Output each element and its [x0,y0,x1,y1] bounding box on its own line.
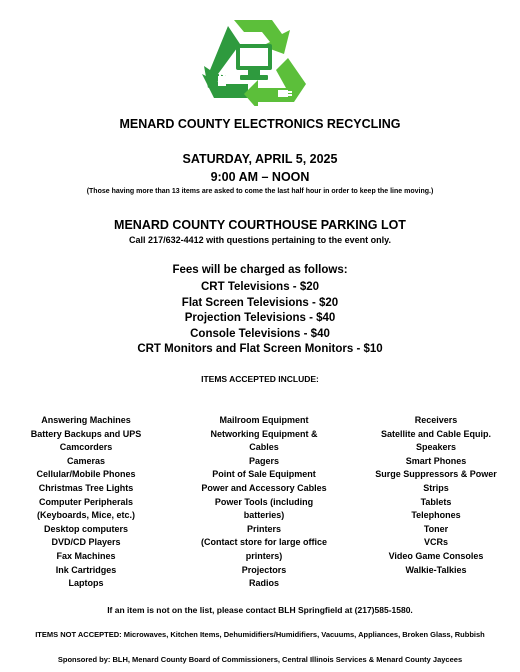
fee-item: Projection Televisions - $40 [184,312,336,324]
list-item: Desktop computers [43,523,129,534]
items-column-1 [0,414,172,591]
list-item: Toner [423,523,449,534]
fee-item: Flat Screen Televisions - $20 [181,296,339,309]
list-item: Fax Machines [56,550,116,561]
fees-heading: Fees will be charged as follows: [172,264,348,276]
items-column-2 [178,414,350,591]
list-item: DVD/CD Players [51,537,121,548]
recycling-logo-icon [198,14,310,106]
items-column-3 [350,414,520,577]
event-time: 9:00 AM – NOON [210,170,310,184]
list-item: Pagers [248,455,280,466]
event-location: MENARD COUNTY COURTHOUSE PARKING LOT [114,218,406,232]
list-item: Power Tools (including [214,496,314,507]
list-item: Cameras [66,455,106,466]
list-item: Video Game Consoles [388,550,484,561]
list-item: Computer Peripherals [38,496,134,507]
event-note: (Those having more than 13 items are asked to come the last half hour in order to keep the line moving.) [86,188,434,195]
list-item: Radios [248,578,279,589]
list-item: Tablets [420,496,452,507]
items-accepted-heading: ITEMS ACCEPTED INCLUDE: [201,374,319,384]
items-not-accepted: ITEMS NOT ACCEPTED: Microwaves, Kitchen Items, Dehumidifiers/Humidifiers, Vacuums, Appliances, Broken Glass, Rubbish [35,630,485,639]
list-item: Point of Sale Equipment [212,469,316,480]
list-item: (Keyboards, Mice, etc.) [36,510,136,521]
list-item: Power and Accessory Cables [201,482,327,493]
list-item: Networking Equipment & [210,428,318,439]
list-item: Christmas Tree Lights [38,482,134,493]
list-item: Ink Cartridges [55,564,117,575]
list-item: Smart Phones [405,455,467,466]
list-item: printers) [245,550,283,561]
contact-if-not-listed: If an item is not on the list, please contact BLH Springfield at (217)585-1580. [107,605,413,615]
fee-item: CRT Televisions - $20 [200,281,320,293]
list-item: Cellular/Mobile Phones [36,469,136,480]
list-item: Projectors [241,564,287,575]
list-item: Receivers [414,415,458,425]
event-title: MENARD COUNTY ELECTRONICS RECYCLING [119,117,401,131]
list-item: Mailroom Equipment [219,415,309,425]
contact-line: Call 217/632-4412 with questions pertaining to the event only. [129,235,391,245]
list-item: Battery Backups and UPS [30,428,142,439]
list-item: VCRs [423,537,448,548]
list-item: Cables [249,442,279,453]
sponsors-line: Sponsored by: BLH, Menard County Board of Commissioners, Central Illinois Services & Menard County Jaycees [57,655,463,664]
list-item: Satellite and Cable Equip. [380,428,492,439]
event-date: SATURDAY, APRIL 5, 2025 [182,152,338,166]
list-item: (Contact store for large office [200,537,328,548]
list-item: Camcorders [59,442,113,453]
fee-item: CRT Monitors and Flat Screen Monitors - $10 [137,343,383,355]
list-item: Walkie-Talkies [405,564,467,575]
list-item: Printers [246,523,281,534]
fees-list [0,280,520,358]
fee-item: Console Televisions - $40 [190,327,330,340]
list-item: Speakers [415,442,457,453]
list-item: batteries) [243,510,285,521]
list-item: Answering Machines [41,415,131,425]
list-item: Telephones [411,510,461,521]
list-item: Surge Suppressors & Power [375,469,497,480]
list-item: Laptops [68,578,104,589]
list-item: Strips [423,482,449,493]
